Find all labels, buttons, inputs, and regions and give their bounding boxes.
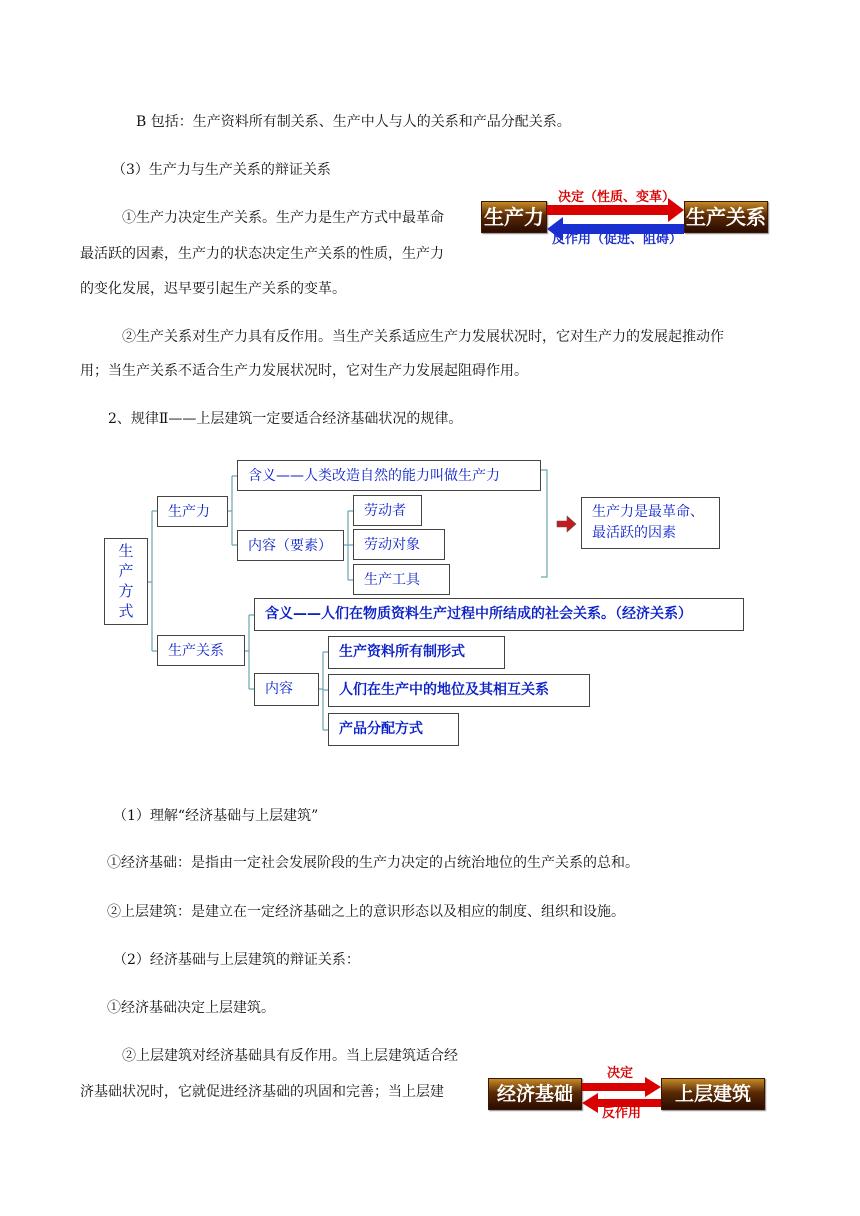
badge-economic-base: 经济基础 [488,1078,582,1110]
badge-productive-forces: 生产力 [481,201,547,233]
label-decide: 决定（性质、变革） [558,190,676,205]
node-relations-meaning: 含义——人们在物质资料生产过程中所结成的社会关系。（经济关系） [254,598,744,631]
node-productive-forces: 生产力 [157,496,228,527]
root-label-text: 生产方式 [118,542,134,620]
heading-dialectic-1: （3）生产力与生产关系的辩证关系 [112,162,331,178]
paragraph-base-decides: ①经济基础决定上层建筑。 [107,1000,275,1016]
paragraph-relations-react-1: ②生产关系对生产力具有反作用。当生产关系适应生产力发展状况时，它对生产力的发展起推动作 [122,329,724,345]
node-forces-content: 内容（要素） [237,530,344,561]
node-forces-meaning: 含义——人类改造自然的能力叫做生产力 [237,460,541,491]
paragraph-forces-decide-3: 的变化发展，迟早要引起生产关系的变革。 [80,281,346,297]
heading-law-2: 2、规律Ⅱ——上层建筑一定要适合经济基础状况的规律。 [108,411,463,427]
node-forces-item-3: 生产工具 [353,564,450,595]
paragraph-relations-react-2: 用；当生产关系不适合生产力发展状况时，它对生产力发展起阻碍作用。 [80,363,528,379]
paragraph-forces-decide-2: 最活跃的因素，生产力的状态决定生产关系的性质，生产力 [80,246,444,262]
label-react-2: 反作用 [602,1106,642,1121]
label-react: 反作用（促进、阻碍） [552,232,683,247]
badge-superstructure: 上层建筑 [661,1078,765,1110]
heading-understand: （1）理解“经济基础与上层建筑” [113,808,319,824]
paragraph-super-reacts-1: ②上层建筑对经济基础具有反作用。当上层建筑适合经 [122,1048,458,1064]
node-relations-content: 内容 [254,673,319,706]
paragraph-forces-decide-1: ①生产力决定生产关系。生产力是生产方式中最革命 [122,210,444,226]
node-relations-item-3: 产品分配方式 [328,713,459,746]
paragraph-economic-base: ①经济基础：是指由一定社会发展阶段的生产力决定的占统治地位的生产关系的总和。 [107,855,639,871]
node-relations-item-1: 生产资料所有制形式 [328,636,505,669]
node-forces-item-1: 劳动者 [353,495,422,526]
badge-relations-of-production: 生产关系 [684,201,768,233]
paragraph-super-reacts-2: 济基础状况时，它就促进经济基础的巩固和完善；当上层建 [80,1084,444,1100]
label-decide-2: 决定 [607,1066,634,1081]
node-relations-item-2: 人们在生产中的地位及其相互关系 [328,674,590,707]
conclusion-line-1: 生产力是最革命、 [592,504,704,520]
conclusion-line-2: 最活跃的因素 [592,525,676,541]
node-relations-of-production: 生产关系 [157,635,245,666]
heading-dialectic-2: （2）经济基础与上层建筑的辩证关系： [113,952,360,968]
node-forces-item-2: 劳动对象 [353,529,445,560]
paragraph-b-includes: B 包括：生产资料所有制关系、生产中人与人的关系和产品分配关系。 [136,114,571,130]
paragraph-superstructure: ②上层建筑：是建立在一定经济基础之上的意识形态以及相应的制度、组织和设施。 [107,904,625,920]
